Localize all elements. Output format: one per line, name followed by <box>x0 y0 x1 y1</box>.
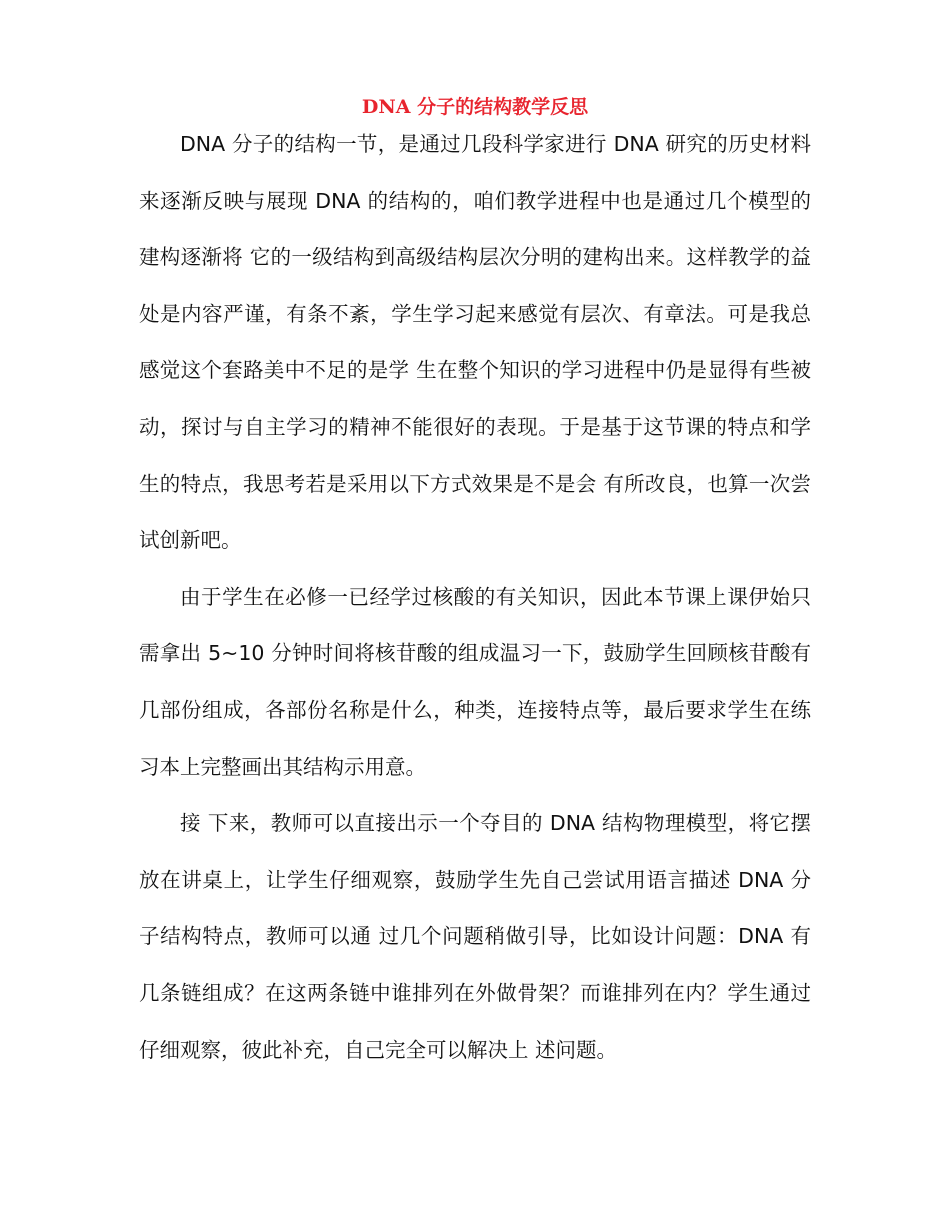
paragraph-1: DNA 分子的结构一节，是通过几段科学家进行 DNA 研究的历史材料来逐渐反映与展现 DNA 的结构的，咱们教学进程中也是通过几个模型的建构逐渐将 它的一级结构到高级结构层次分明的建构出来。这样教学的益处是内容严谨，有条不紊，学生学习起来感觉有层次、有章法。可是我总感觉这个套路美中不足的是学 生在整个知识的学习进程中仍是显得有些被动，探讨与自主学习的精神不能很好的表现。于是基于这节课的特点和学生的特点，我思考若是采用以下方式效果是不是会 有所改良，也算一次尝试创新吧。 <box>139 132 811 553</box>
paragraph-2: 由于学生在必修一已经学过核酸的有关知识，因此本节课上课伊始只需拿出 5~10 分钟时间将核苷酸的组成温习一下，鼓励学生回顾核苷酸有几部份组成，各部份名称是什么，种类，连接特点等，最后要求学生在练习本上完整画出其结构示用意。 <box>139 584 811 779</box>
paragraph-3: 接 下来，教师可以直接出示一个夺目的 DNA 结构物理模型，将它摆放在讲桌上，让学生仔细观察，鼓励学生先自己尝试用语言描述 DNA 分子结构特点，教师可以通 过几个问题稍做引导，比如设计问题：DNA 有几条链组成？在这两条链中谁排列在外做骨架？而谁排列在内？学生通过仔细观察，彼此补充，自己完全可以解决上 述问题。 <box>139 811 811 1062</box>
document-body <box>139 116 811 1078</box>
document-title: DNA 分子的结构教学反思 <box>361 96 589 118</box>
